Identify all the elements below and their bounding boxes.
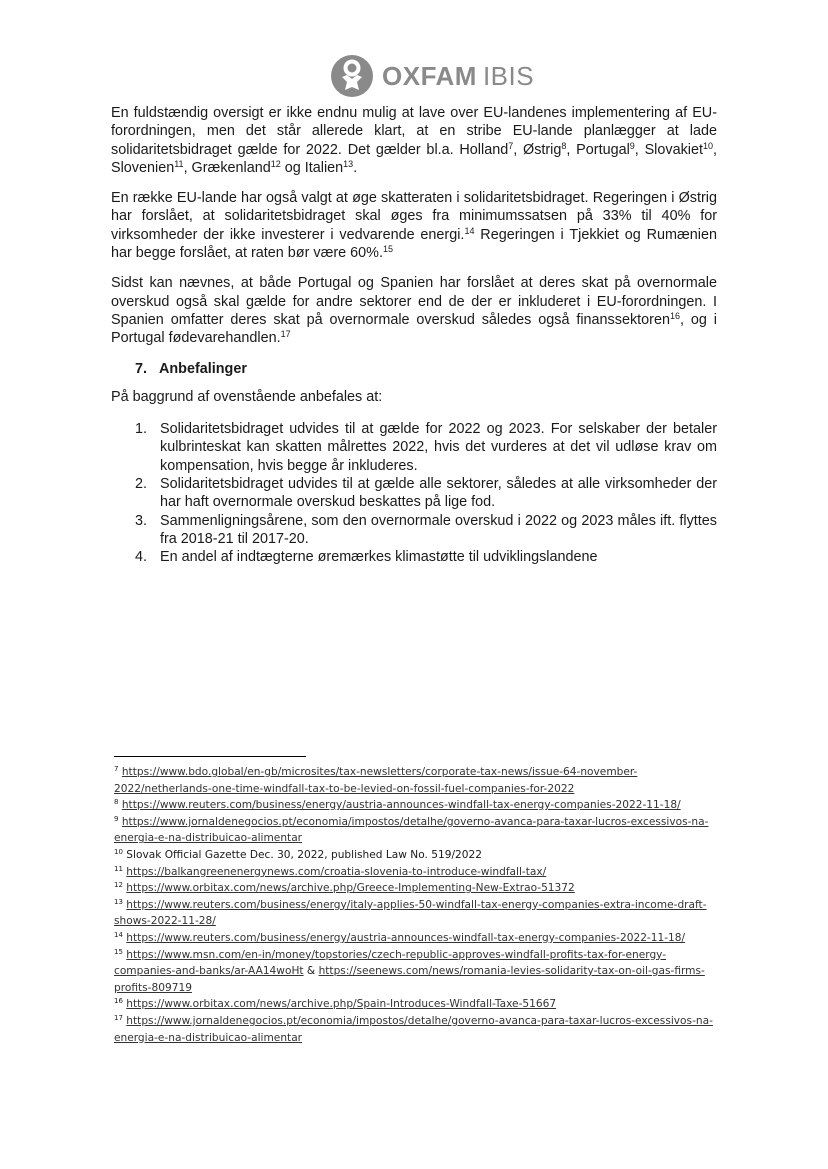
footnote-ref[interactable]: 17: [280, 329, 291, 340]
footnote-link[interactable]: https://www.bdo.global/en-gb/microsites/tax-newsletters/corporate-tax-news/issue-64-november-2022/netherlands-one-time-windfall-tax-to-be-levied-on-fossil-fuel-companies-for-2022: [114, 766, 638, 795]
footnote-ref[interactable]: 15: [382, 244, 393, 255]
footnote: $^{13}$ https://www.reuters.com/business/energy/italy-applies-50-windfall-tax-energy-companies-extra-income-draft-shows-2022-11-28/: [114, 897, 707, 928]
footnote: $^{14}$ https://www.reuters.com/business/energy/austria-announces-windfall-tax-energy-companies-2022-11-18/: [114, 930, 686, 944]
footnote-text: Slovak Official Gazette Dec. 30, 2022, published Law No. 519/2022: [126, 848, 482, 861]
footnote-link[interactable]: https://www.orbitax.com/news/archive.php/Spain-Introduces-Windfall-Taxe-51667: [126, 998, 557, 1011]
paragraph-tax-rate: En række EU-lande har også valgt at øge skatteraten i solidaritetsbidraget. Regeringen i Østrig har forslået, at solidaritetsbidraget skal øges fra minimumssatsen på 33% til 40% for virksomheder der ikke investerer i vedvarende energi.$^{14}$ Regeringen i Tjekkiet og Rumænien har begge forslået, at raten bør være 60%.$^{15}$: [111, 190, 717, 262]
footnote-link[interactable]: https://www.reuters.com/business/energy/austria-announces-windfall-tax-energy-companies-2022-11-18/: [126, 931, 686, 944]
footnote-ref[interactable]: 12: [270, 158, 281, 169]
footnote-link[interactable]: https://www.msn.com/en-in/money/topstories/czech-republic-approves-windfall-profits-tax-for-energy-companies-and-banks/ar-AA14woHt: [114, 948, 667, 978]
main-content: [111, 104, 717, 567]
footnote-link[interactable]: https://www.reuters.com/business/energy/italy-applies-50-windfall-tax-energy-companies-extra-income-draft-shows-2022-11-28/: [114, 898, 707, 928]
footnote-ref[interactable]: 8: [561, 140, 567, 151]
oxfam-ibis-logo: [330, 56, 534, 96]
footnote-link[interactable]: https://seenews.com/news/romania-levies-solidarity-tax-on-oil-gas-firms-profits-809719: [114, 965, 705, 994]
footnote-link[interactable]: https://www.jornaldenegocios.pt/economia/impostos/detalhe/governo-avanca-para-taxar-lucros-excessivos-na-energia-e-na-distribuicao-alimentar: [114, 815, 709, 845]
footnotes: [114, 764, 724, 1046]
section-heading: [135, 360, 717, 378]
section-number: 7.: [135, 360, 148, 377]
footnote: $^7$ https://www.bdo.global/en-gb/microsites/tax-newsletters/corporate-tax-news/issue-64-november-2022/netherlands-one-time-windfall-tax-to-be-levied-on-fossil-fuel-companies-for-2022: [114, 765, 638, 795]
footnote-ref[interactable]: 16: [669, 310, 680, 321]
footnote: $^{12}$ https://www.orbitax.com/news/archive.php/Greece-Implementing-New-Extrao-51372: [114, 881, 575, 895]
footnote-link[interactable]: https://www.orbitax.com/news/archive.php/Greece-Implementing-New-Extrao-51372: [126, 882, 575, 895]
logo-brand: OXFAM: [382, 60, 477, 91]
footnote-ref[interactable]: 14: [464, 225, 475, 236]
footnote-link[interactable]: https://www.reuters.com/business/energy/austria-announces-windfall-tax-energy-companies-2022-11-18/: [121, 799, 681, 812]
footnote: $^{15}$ https://www.msn.com/en-in/money/topstories/czech-republic-approves-windfall-profits-tax-for-energy-companies-and-banks/ar-AA14woHt & https://seenews.com/news/romania-levies-solidarity-tax-on-oil-gas-firms-profits-809719: [114, 947, 705, 994]
footnote: $^{17}$ https://www.jornaldenegocios.pt/economia/impostos/detalhe/governo-avanca-para-taxar-lucros-excessivos-na-energia-e-na-distribuicao-alimentar: [114, 1013, 713, 1044]
list-item: 3. Sammenligningsårene, som den overnormale overskud i 2022 og 2023 måles ift. flyttes fra 2018-21 til 2017-20.: [135, 512, 717, 547]
footnote-ref[interactable]: 10: [702, 140, 713, 151]
list-item: 4. En andel af indtægterne øremærkes klimastøtte til udviklingslandene: [135, 549, 598, 566]
footnote: $^{11}$ https://balkangreenenergynews.com/croatia-slovenia-to-introduce-windfall-tax/: [114, 864, 547, 878]
footnote-ref[interactable]: 11: [174, 158, 184, 169]
logo-suffix: IBIS: [482, 60, 535, 91]
footnote: $^8$ https://www.reuters.com/business/energy/austria-announces-windfall-tax-energy-companies-2022-11-18/: [114, 798, 681, 812]
paragraph-implementation: En fuldstændig oversigt er ikke endnu mulig at lave over EU-landenes implementering af EU-forordningen, men det står allerede klart, at en stribe EU-lande planlægger at lade solidaritetsbidraget gælde for 2022. Det gælder bl.a. Holland$^7$, Østrig$^8$, Portugal$^9$, Slovakiet$^{10}$, Slovenien$^{11}$, Grækenland$^{12}$ og Italien$^{13}$.: [111, 105, 717, 176]
recommendations-list: [111, 420, 717, 566]
footnote: $^{10}$ Slovak Official Gazette Dec. 30, 2022, published Law No. 519/2022: [114, 847, 482, 861]
footnote-ref[interactable]: 13: [343, 158, 354, 169]
paragraph-other-sectors: Sidst kan nævnes, at både Portugal og Spanien har forslået at deres skat på overnormale overskud også skal gælde for andre sektorer end de der er inkluderet i EU-forordningen. I Spanien omfatter deres skat på overnormale overskud således også finanssektoren$^{16}$, og i Portugal fødevarehandlen.$^{17}$: [111, 275, 717, 347]
footnote: $^{16}$ https://www.orbitax.com/news/archive.php/Spain-Introduces-Windfall-Taxe-51667: [114, 997, 557, 1011]
oxfam-person-icon: [330, 54, 374, 98]
footnote-ref[interactable]: 7: [508, 140, 514, 151]
recommendations-intro: På baggrund af ovenstående anbefales at:: [111, 388, 383, 405]
footnote-ref[interactable]: 9: [629, 140, 635, 151]
section-title: Anbefalinger: [159, 360, 247, 377]
list-item: 1. Solidaritetsbidraget udvides til at gælde for 2022 og 2023. For selskaber der betaler kulbrinteskat kan skatten målrettes 2022, hvis det vurderes at det vil udløse krav om kompensation, hvis begge år inkluderes.: [135, 421, 717, 474]
footnote-link[interactable]: https://balkangreenenergynews.com/croatia-slovenia-to-introduce-windfall-tax/: [126, 865, 547, 878]
footnote-divider: [114, 756, 306, 757]
footnote-link[interactable]: https://www.jornaldenegocios.pt/economia/impostos/detalhe/governo-avanca-para-taxar-lucros-excessivos-na-energia-e-na-distribuicao-alimentar: [114, 1014, 713, 1044]
list-item: 2. Solidaritetsbidraget udvides til at gælde alle sektorer, således at alle virksomheder der har haft overnormale overskud beskattes på lige fod.: [135, 476, 717, 511]
footnote: $^9$ https://www.jornaldenegocios.pt/economia/impostos/detalhe/governo-avanca-para-taxar-lucros-excessivos-na-energia-e-na-distribuicao-alimentar: [114, 814, 709, 845]
